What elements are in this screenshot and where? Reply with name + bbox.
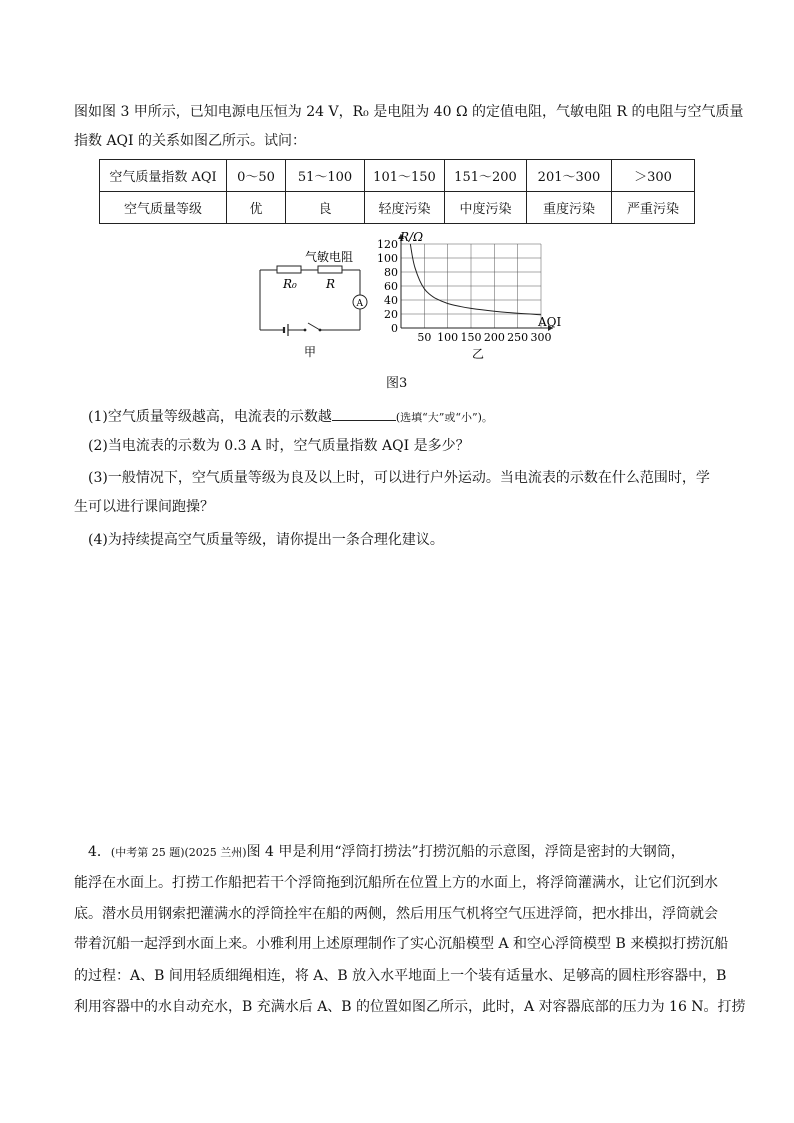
intro-line-1: 图如图 3 甲所示，已知电源电压恒为 24 V，R₀ 是电阻为 40 Ω 的定值电阻，气敏电阻 R 的电阻与空气质量 <box>74 104 744 120</box>
problem-4-line-2: 能浮在水面上。打捞工作船把若干个浮筒拖到沉船所在位置上方的水面上，将浮筒灌满水，让它们沉到水 <box>74 875 718 891</box>
chart-series-line <box>410 244 541 315</box>
chart-ylabel: R/Ω <box>400 230 424 244</box>
circuit-caption: 甲 <box>304 345 317 359</box>
table-cell: 空气质量指数 AQI <box>100 160 227 192</box>
resistor-r0 <box>277 266 301 273</box>
question-1 <box>88 406 493 428</box>
problem-4-line-4: 带着沉船一起浮到水面上来。小雅利用上述原理制作了实心沉船模型 A 和空心浮筒模型 B 来模拟打捞沉船 <box>74 936 729 952</box>
table-cell: 151～200 <box>445 160 527 192</box>
chart-y-tick-label: 20 <box>384 308 398 321</box>
problem-source: (中考第 25 题)(2025 兰州) <box>110 846 247 859</box>
chart-y-tick-label: 100 <box>377 252 398 265</box>
question-1-hint: (选填“大”或“小”)。 <box>395 411 493 424</box>
table-cell: 201～300 <box>527 160 612 192</box>
circuit-diagram <box>250 240 380 364</box>
table-row <box>100 192 695 224</box>
chart-y-tick-label: 40 <box>384 294 398 307</box>
resistor-r <box>318 266 342 273</box>
answer-blank <box>332 406 396 421</box>
problem-4-text: 图 4 甲是利用“浮筒打捞法”打捞沉船的示意图，浮筒是密封的大钢筒， <box>246 844 685 860</box>
table-row <box>100 160 695 192</box>
resistance-aqi-chart <box>366 224 574 364</box>
table-cell: ＞300 <box>612 160 695 192</box>
r-label: R <box>326 277 336 291</box>
chart-x-tick-label: 50 <box>417 331 432 344</box>
chart-x-tick-label: 300 <box>530 331 552 344</box>
question-4: (4)为持续提高空气质量等级，请你提出一条合理化建议。 <box>88 532 444 548</box>
table-cell: 51～100 <box>286 160 365 192</box>
problem-4-line-5: 的过程：A、B 间用轻质细绳相连，将 A、B 放入水平地面上一个装有适量水、足够高的圆柱形容器中，B <box>74 968 727 984</box>
r0-label: R₀ <box>283 277 297 291</box>
chart-y-tick-label: 60 <box>384 280 398 293</box>
sensor-label: 气敏电阻 <box>305 250 354 264</box>
chart-y-tick-label: 120 <box>377 238 398 251</box>
switch-icon <box>308 323 320 330</box>
switch-contact <box>319 329 322 332</box>
question-2: (2)当电流表的示数为 0.3 A 时，空气质量指数 AQI 是多少？ <box>88 438 470 454</box>
ammeter-label: A <box>356 299 363 309</box>
table-cell: 优 <box>227 192 286 224</box>
problem-number: 4． <box>88 844 111 860</box>
chart-x-tick-label: 150 <box>460 331 482 344</box>
question-1-text: (1)空气质量等级越高，电流表的示数越 <box>88 409 332 425</box>
chart-caption: 乙 <box>472 347 485 361</box>
problem-4-line-3: 底。潜水员用钢索把灌满水的浮筒拴牢在船的两侧，然后用压气机将空气压进浮筒，把水排出，浮筒就会 <box>74 906 718 922</box>
chart-xlabel: AQI <box>538 315 562 329</box>
chart-y-tick-label: 80 <box>384 266 398 279</box>
chart-y-tick-label: 0 <box>391 322 398 335</box>
table-cell: 空气质量等级 <box>100 192 227 224</box>
table-cell: 良 <box>286 192 365 224</box>
table-cell: 轻度污染 <box>365 192 445 224</box>
table-cell: 中度污染 <box>445 192 527 224</box>
question-3-line-1: (3)一般情况下，空气质量等级为良及以上时，可以进行户外运动。当电流表的示数在什么范围时，学 <box>88 470 710 486</box>
table-cell: 重度污染 <box>527 192 612 224</box>
figure-caption: 图3 <box>386 376 408 391</box>
table-cell: 101～150 <box>365 160 445 192</box>
table-cell: 0～50 <box>227 160 286 192</box>
problem-4-line-1 <box>88 842 685 863</box>
aqi-level-table <box>99 159 695 224</box>
chart-x-tick-label: 250 <box>507 331 529 344</box>
table-cell: 严重污染 <box>612 192 695 224</box>
switch-contact <box>304 329 307 332</box>
question-3-line-2: 生可以进行课间跑操？ <box>74 499 214 515</box>
chart-x-tick-label: 200 <box>483 331 505 344</box>
intro-line-2: 指数 AQI 的关系如图乙所示。试问： <box>74 133 307 149</box>
problem-4-line-6: 利用容器中的水自动充水，B 充满水后 A、B 的位置如图乙所示，此时，A 对容器底部的压力为 16 N。打捞 <box>74 999 746 1015</box>
chart-x-tick-label: 100 <box>437 331 459 344</box>
